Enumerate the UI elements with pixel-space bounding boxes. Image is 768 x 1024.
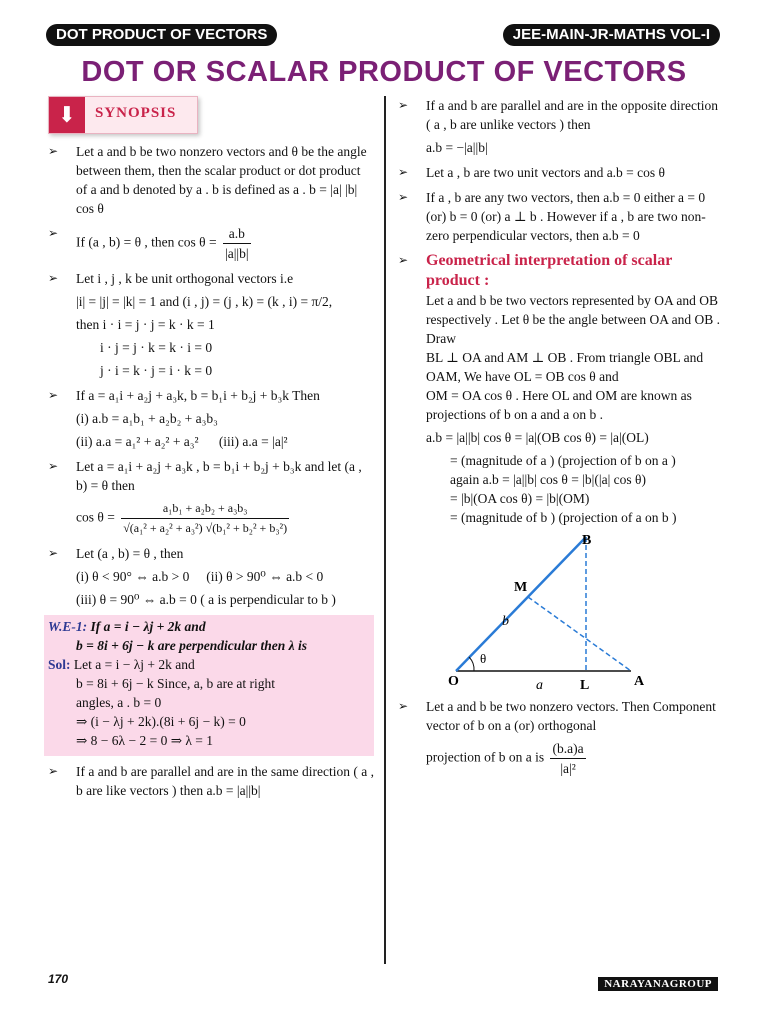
- right-column: [398, 96, 724, 784]
- unit-product-line-1: then i · i = j · j = k · k = 1: [76, 317, 215, 332]
- book-tag: JEE-MAIN-JR-MATHS VOL-I: [503, 24, 720, 46]
- unit-product-line-3: j · i = k · j = i · k = 0: [100, 363, 213, 378]
- angle-sign-text: Let (a , b) = θ , then: [76, 546, 184, 561]
- like-vectors-item: [48, 762, 374, 800]
- bullet-arrow-icon: ➢: [398, 190, 409, 204]
- angle-sign-ii: (ii) θ > 90⁰ ⇔ a.b < 0: [206, 569, 324, 584]
- solution-line-3: angles, a . b = 0: [76, 695, 162, 710]
- theta-label: θ: [480, 651, 487, 666]
- cos-theta-fraction: [223, 224, 251, 263]
- component-vector-lead: projection of b on a is: [426, 749, 545, 765]
- left-column: [48, 142, 374, 806]
- bullet-arrow-icon: ➢: [48, 271, 59, 285]
- perpendicular-item: [398, 188, 724, 245]
- component-result-iii: (iii) a.a = |a|²: [218, 434, 288, 449]
- segment-ob: [456, 537, 586, 671]
- geometric-heading: Geometrical interpretation of scalar product :: [426, 252, 672, 289]
- perpendicular-text: If a , b are any two vectors, then a.b = 0 either a = 0 (or) b = 0 (or) a ⊥ b . However if a , b are two non-zero perpendicular vectors, then a.b = 0: [426, 190, 706, 243]
- angle-formula-item: [48, 457, 374, 538]
- component-result-i: (i) a.b = a₁b₁ + a₂b₂ + a₃b₃: [76, 411, 218, 426]
- unit-vectors-item: [48, 269, 374, 380]
- geometric-text-1: Let a and b be two vectors represented by OA and OB respectively . Let θ be the angle between OA and OB . Draw: [426, 293, 720, 346]
- definition-item: [48, 142, 374, 218]
- point-m-label: M: [514, 580, 528, 595]
- angle-sign-iii: (iii) θ = 90⁰ ⇔ a.b = 0 ( a is perpendicular to b ): [76, 592, 336, 607]
- point-a-label: A: [634, 674, 645, 689]
- unit-vectors-equation: |i| = |j| = |k| = 1 and (i , j) = (j , k) = (k , i) = π/2,: [76, 294, 333, 309]
- component-vector-text: Let a and b be two nonzero vectors. Then Component vector of b on a (or) orthogonal: [426, 699, 716, 733]
- cos-theta-text: If (a , b) = θ , then cos θ =: [76, 234, 217, 250]
- angle-formula-text: Let a = a₁i + a₂j + a₃k , b = b₁i + b₂j + b₃k and let (a , b) = θ then: [76, 459, 362, 493]
- solution-label: Sol:: [48, 657, 71, 672]
- worked-example-question-2: b = 8i + 6j − k are perpendicular then λ is: [76, 638, 307, 653]
- fraction-numerator: a₁b₁ + a₂b₂ + a₃b₃: [121, 499, 289, 519]
- unit-product-line-2: i · j = j · k = k · i = 0: [100, 340, 213, 355]
- geometric-equation-5: = (magnitude of b ) (projection of a on b ): [450, 510, 677, 525]
- component-vector-equation: [426, 739, 724, 778]
- worked-example-question-1: [48, 617, 370, 636]
- angle-formula-lhs: cos θ =: [76, 509, 115, 525]
- component-result-ii: (ii) a.a = a₁² + a₂² + a₃²: [76, 434, 199, 449]
- bullet-arrow-icon: ➢: [398, 98, 409, 112]
- point-o-label: O: [448, 674, 459, 689]
- bullet-arrow-icon: ➢: [398, 699, 409, 713]
- solution-line-5: ⇒ 8 − 6λ − 2 = 0 ⇒ λ = 1: [76, 733, 214, 748]
- bullet-arrow-icon: ➢: [48, 388, 59, 402]
- angle-formula-fraction: [121, 499, 289, 538]
- page-title: DOT OR SCALAR PRODUCT OF VECTORS: [81, 56, 687, 88]
- geometric-equation-2: = (magnitude of a ) (projection of b on a ): [450, 453, 676, 468]
- angle-sign-row: [76, 567, 374, 586]
- chapter-tag: DOT PRODUCT OF VECTORS: [46, 24, 277, 46]
- synopsis-banner: [48, 96, 198, 134]
- fraction-denominator: |a||b|: [225, 246, 249, 261]
- solution-line-1: [48, 655, 370, 674]
- component-form-text: If a = a₁i + a₂j + a₃k, b = b₁i + b₂j + b₃k Then: [76, 388, 320, 403]
- down-arrow-icon: ⬇: [49, 97, 85, 133]
- synopsis-label: SYNOPSIS: [95, 105, 177, 121]
- unlike-vectors-item: [398, 96, 724, 157]
- bullet-arrow-icon: ➢: [398, 165, 409, 179]
- angle-sign-i: (i) θ < 90° ⇔ a.b > 0: [76, 569, 190, 584]
- point-b-label: B: [582, 532, 592, 548]
- column-divider: [384, 96, 386, 964]
- component-form-item: [48, 386, 374, 451]
- projection-diagram: [436, 531, 666, 691]
- unit-vector-cos-text: Let a , b are two unit vectors and a.b = cos θ: [426, 165, 666, 180]
- worked-example-text: If a = i − λj + 2k and: [90, 619, 206, 634]
- worked-example: [44, 615, 374, 756]
- solution-line-2: b = 8i + 6j − k Since, a, b are at right: [76, 676, 276, 691]
- worked-example-label: W.E-1:: [48, 619, 88, 634]
- angle-arc: [469, 657, 474, 671]
- segment-am: [528, 597, 631, 671]
- bullet-arrow-icon: ➢: [398, 253, 409, 267]
- unit-vectors-text: Let i , j , k be unit orthogonal vectors i.e: [76, 271, 294, 286]
- fraction-denominator: √(a₁² + a₂² + a₃²) √(b₁² + b₂² + b₃²): [123, 521, 288, 535]
- geometric-text-2: BL ⊥ OA and AM ⊥ OB . From triangle OBL and OAM, We have OL = OB cos θ and: [426, 350, 704, 384]
- bullet-arrow-icon: ➢: [48, 546, 59, 560]
- cos-theta-item: [48, 224, 374, 263]
- bullet-arrow-icon: ➢: [48, 764, 59, 778]
- vector-b-label: b: [502, 614, 509, 629]
- bullet-arrow-icon: ➢: [48, 226, 59, 240]
- solution-text: Let a = i − λj + 2k and: [73, 657, 195, 672]
- unlike-vectors-equation: a.b = −|a||b|: [426, 140, 488, 155]
- fraction-numerator: a.b: [223, 224, 251, 244]
- angle-formula-equation: [76, 499, 374, 538]
- geometric-equation-1: a.b = |a||b| cos θ = |a|(OB cos θ) = |a|(OL): [426, 430, 649, 445]
- unlike-vectors-text: If a and b are parallel and are in the opposite direction ( a , b are unlike vectors ) then: [426, 98, 718, 132]
- vector-a-label: a: [536, 678, 543, 691]
- geometric-interpretation: [398, 251, 724, 691]
- component-vector-item: [398, 697, 724, 778]
- definition-text: Let a and b be two nonzero vectors and θ be the angle between them, then the scalar product or dot product of a and b denoted by a . b is defined as a . b = |a| |b| cos θ: [76, 144, 367, 216]
- bullet-arrow-icon: ➢: [48, 459, 59, 473]
- page-number: 170: [48, 972, 69, 986]
- geometric-equation-3: again a.b = |a||b| cos θ = |b|(|a| cos θ): [450, 472, 646, 487]
- geometric-text-3: OM = OA cos θ . Here OL and OM are known as projections of b on a and a on b .: [426, 388, 692, 422]
- point-l-label: L: [580, 678, 590, 691]
- like-vectors-text: If a and b are parallel and are in the same direction ( a , b are like vectors ) then a.b = |a||b|: [76, 764, 374, 798]
- component-results-row: [76, 432, 374, 451]
- unit-vector-cos-item: [398, 163, 724, 182]
- bullet-arrow-icon: ➢: [48, 144, 59, 158]
- fraction-denominator: |a|²: [560, 761, 576, 776]
- solution-line-4: ⇒ (i − λj + 2k).(8i + 6j − k) = 0: [76, 714, 246, 729]
- angle-sign-item: [48, 544, 374, 609]
- geometric-equation-4: = |b|(OA cos θ) = |b|(OM): [450, 491, 590, 506]
- component-vector-fraction: [550, 739, 585, 778]
- publisher-brand: NARAYANAGROUP: [598, 977, 718, 991]
- fraction-numerator: (b.a)a: [550, 739, 585, 759]
